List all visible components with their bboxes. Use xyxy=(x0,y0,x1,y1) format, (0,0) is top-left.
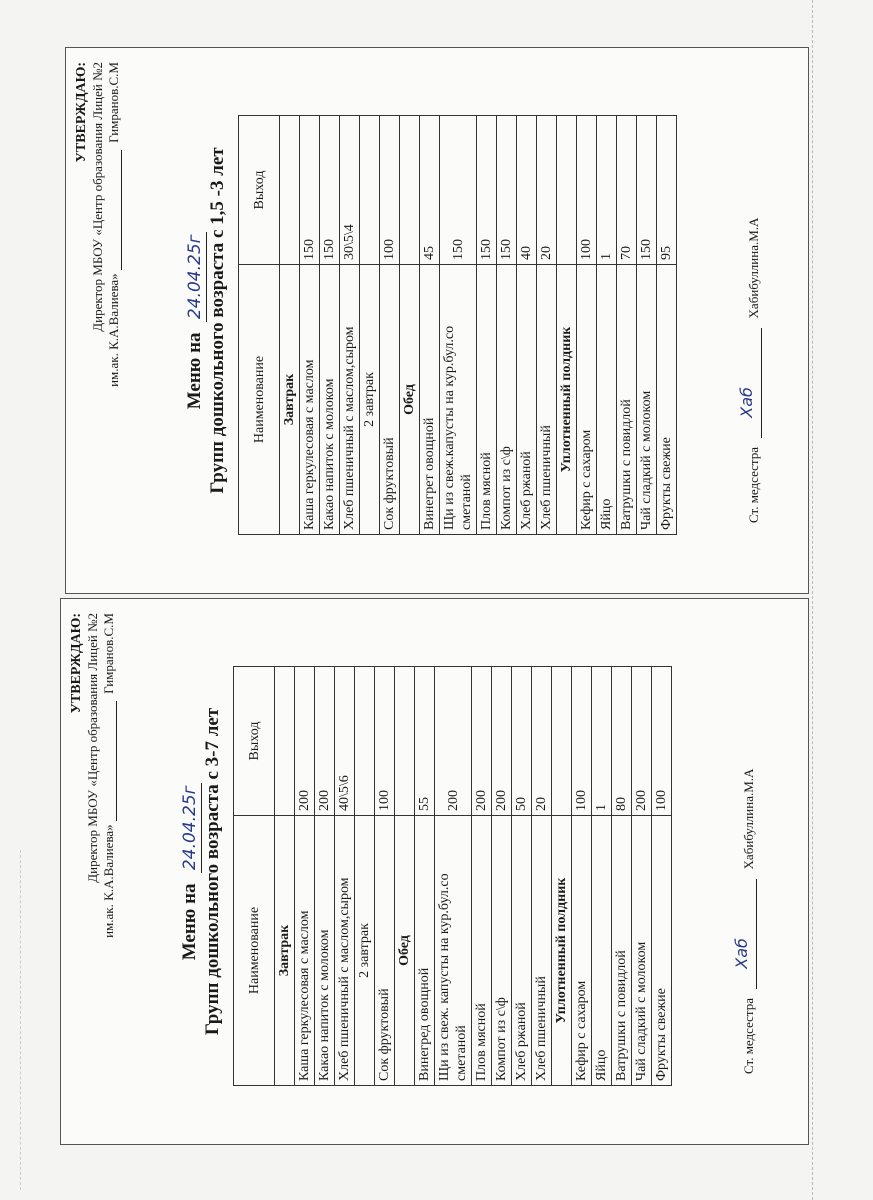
table-section-row xyxy=(557,116,577,535)
dish-output-cell: 200 xyxy=(295,667,315,816)
dish-output-cell: 20 xyxy=(532,667,552,816)
dish-output-cell xyxy=(552,667,572,816)
approval-director-name: Гимранов.С.М xyxy=(101,613,116,694)
approval-school: им.ак. К.А.Валиева» xyxy=(106,273,121,387)
table-row xyxy=(300,116,320,535)
dish-name-cell: Фрукты свежие xyxy=(652,816,672,1086)
footer-signature-line xyxy=(737,328,762,438)
dish-name-cell: Сок фруктовый xyxy=(375,816,395,1086)
dish-output-cell: 200 xyxy=(435,667,472,816)
footer-name: Хабибуллина.М.А xyxy=(746,217,761,319)
dish-output-cell: 200 xyxy=(632,667,652,816)
table-row xyxy=(652,667,672,1086)
handwritten-date: 24.04.25г xyxy=(179,783,202,873)
dish-name-cell: Яйцо xyxy=(592,816,612,1086)
dish-name-cell: Хлеб пшеничный с маслом,сыром xyxy=(335,816,355,1086)
dish-output-cell: 150 xyxy=(440,116,477,265)
dish-output-cell: 20 xyxy=(537,116,557,265)
table-section-row xyxy=(395,667,415,1086)
approval-director: Директор МБОУ «Центр образования Лицей №2 xyxy=(90,62,105,332)
dish-name-cell: Щи из свеж. капусты на кур.бул.со сметаной xyxy=(435,816,472,1086)
title-block xyxy=(179,599,224,1144)
menu-sheet-toddlers xyxy=(65,47,809,594)
table-row xyxy=(577,116,597,535)
table-section-row xyxy=(552,667,572,1086)
dish-output-cell: 150 xyxy=(637,116,657,265)
dish-output-cell: 200 xyxy=(472,667,492,816)
table-row xyxy=(537,116,557,535)
dish-name-cell: Компот из с\ф xyxy=(497,265,517,535)
group-title: Групп дошкольного возраста с 3-7 лет xyxy=(202,707,223,1036)
approval-sign-row xyxy=(106,62,122,482)
handwritten-signature: Хаб xyxy=(737,387,756,418)
dish-output-cell: 1 xyxy=(597,116,617,265)
dish-output-cell: 100 xyxy=(652,667,672,816)
group-title: Групп дошкольного возраста с 1,5 -3 лет xyxy=(207,147,228,494)
table-header-row xyxy=(239,116,280,535)
table-row xyxy=(477,116,497,535)
table-row xyxy=(632,667,652,1086)
table-row xyxy=(517,116,537,535)
dish-output-cell: 50 xyxy=(512,667,532,816)
header-name: Наименование xyxy=(234,816,275,1086)
approval-sign-row xyxy=(101,613,117,1033)
table-row xyxy=(572,667,592,1086)
header-output: Выход xyxy=(234,667,275,816)
table-row xyxy=(320,116,340,535)
dish-output-cell: 30\5\4 xyxy=(340,116,360,265)
table-row xyxy=(375,667,395,1086)
dish-output-cell xyxy=(280,116,300,265)
approval-director: Директор МБОУ «Центр образования Лицей №2 xyxy=(85,613,100,883)
table-section-row xyxy=(275,667,295,1086)
table-row xyxy=(592,667,612,1086)
table-section-row xyxy=(280,116,300,535)
dish-output-cell: 200 xyxy=(492,667,512,816)
dish-name-cell: Яйцо xyxy=(597,265,617,535)
dish-output-cell xyxy=(275,667,295,816)
table-row xyxy=(420,116,440,535)
dish-name-cell: Ватрушки с повидлой xyxy=(612,816,632,1086)
dish-name-cell: Каша геркулесовая с маслом xyxy=(295,816,315,1086)
menu-prefix: Меню на xyxy=(184,332,205,410)
dish-name-cell: Сок фруктовый xyxy=(380,265,400,535)
dish-output-cell: 70 xyxy=(617,116,637,265)
dish-output-cell: 95 xyxy=(657,116,677,265)
header-name: Наименование xyxy=(239,265,280,535)
approval-director-name: Гимранов.С.М xyxy=(106,62,121,143)
dish-name-cell: Плов мясной xyxy=(472,816,492,1086)
dish-output-cell: 100 xyxy=(577,116,597,265)
menu-title xyxy=(179,599,202,1144)
approval-block xyxy=(69,613,117,1033)
dish-name-cell: Хлеб ржаной xyxy=(512,816,532,1086)
dish-output-cell: 45 xyxy=(420,116,440,265)
handwritten-signature: Хаб xyxy=(732,938,751,969)
table-row xyxy=(497,116,517,535)
dish-name-cell: Винегрет овощной xyxy=(420,265,440,535)
signature-line xyxy=(104,701,117,821)
dish-output-cell: 40 xyxy=(517,116,537,265)
table-row xyxy=(295,667,315,1086)
table-row xyxy=(380,116,400,535)
dish-name-cell: Фрукты свежие xyxy=(657,265,677,535)
footer-name: Хабибуллина.М.А xyxy=(741,768,756,870)
menu-prefix: Меню на xyxy=(179,883,200,961)
dish-output-cell: 100 xyxy=(375,667,395,816)
scan-edge-line xyxy=(812,0,814,1200)
dish-output-cell: 150 xyxy=(477,116,497,265)
dish-name-cell: Кефир с сахаром xyxy=(577,265,597,535)
table-row xyxy=(435,667,472,1086)
dish-name-cell: Обед xyxy=(395,816,415,1086)
scan-edge-line xyxy=(20,850,22,1190)
table-row xyxy=(335,667,355,1086)
dish-name-cell: Компот из с\ф xyxy=(492,816,512,1086)
menu-title xyxy=(184,48,207,593)
footer xyxy=(732,654,757,1074)
dish-name-cell: Ватрушки с повидлой xyxy=(617,265,637,535)
table-row xyxy=(512,667,532,1086)
dish-name-cell: Хлеб ржаной xyxy=(517,265,537,535)
approval-head: УТВЕРЖДАЮ: xyxy=(69,613,84,714)
dish-name-cell: 2 завтрак xyxy=(355,816,375,1086)
dish-name-cell: Щи из свеж.капусты на кур.бул.со сметаной xyxy=(440,265,477,535)
table-row xyxy=(637,116,657,535)
dish-name-cell: Уплотненный полдник xyxy=(557,265,577,535)
dish-name-cell: Хлеб пшеничный xyxy=(537,265,557,535)
signature-line xyxy=(109,150,122,270)
dish-name-cell: 2 завтрак xyxy=(360,265,380,535)
approval-block xyxy=(74,62,122,482)
footer xyxy=(737,103,762,523)
dish-name-cell: Завтрак xyxy=(275,816,295,1086)
table-section-row xyxy=(360,116,380,535)
handwritten-date: 24.04.25г xyxy=(184,232,207,322)
table-row xyxy=(340,116,360,535)
table-section-row xyxy=(355,667,375,1086)
dish-name-cell: Чай сладкий с молоком xyxy=(632,816,652,1086)
dish-output-cell: 150 xyxy=(300,116,320,265)
table-row xyxy=(617,116,637,535)
dish-output-cell xyxy=(400,116,420,265)
dish-output-cell: 1 xyxy=(592,667,612,816)
dish-name-cell: Какао напиток с молоком xyxy=(315,816,335,1086)
dish-output-cell: 150 xyxy=(497,116,517,265)
table-row xyxy=(612,667,632,1086)
dish-name-cell: Каша геркулесовая с маслом xyxy=(300,265,320,535)
dish-output-cell xyxy=(360,116,380,265)
dish-output-cell xyxy=(355,667,375,816)
dish-name-cell: Хлеб пшеничный xyxy=(532,816,552,1086)
dish-output-cell: 200 xyxy=(315,667,335,816)
table-section-row xyxy=(400,116,420,535)
menu-sheet-preschool xyxy=(60,598,809,1145)
dish-output-cell: 55 xyxy=(415,667,435,816)
dish-output-cell: 40\5\6 xyxy=(335,667,355,816)
dish-name-cell: Плов мясной xyxy=(477,265,497,535)
table-row xyxy=(532,667,552,1086)
table-row xyxy=(597,116,617,535)
dish-output-cell: 150 xyxy=(320,116,340,265)
dish-name-cell: Обед xyxy=(400,265,420,535)
dish-output-cell xyxy=(557,116,577,265)
table-row xyxy=(315,667,335,1086)
dish-name-cell: Чай сладкий с молоком xyxy=(637,265,657,535)
table-row xyxy=(492,667,512,1086)
dish-output-cell: 100 xyxy=(572,667,592,816)
title-block xyxy=(184,48,229,593)
table-row xyxy=(440,116,477,535)
menu-page xyxy=(61,599,808,1144)
dish-name-cell: Хлеб пшеничный с маслом,сыром xyxy=(340,265,360,535)
header-output: Выход xyxy=(239,116,280,265)
dish-name-cell: Какао напиток с молоком xyxy=(320,265,340,535)
table-row xyxy=(415,667,435,1086)
table-header-row xyxy=(234,667,275,1086)
dish-output-cell: 80 xyxy=(612,667,632,816)
approval-head: УТВЕРЖДАЮ: xyxy=(74,62,89,163)
menu-table xyxy=(238,115,677,535)
dish-output-cell: 100 xyxy=(380,116,400,265)
table-row xyxy=(657,116,677,535)
approval-school: им.ак. К.А.Валиева» xyxy=(101,824,116,938)
dish-output-cell xyxy=(395,667,415,816)
menu-table xyxy=(233,666,672,1086)
dish-name-cell: Завтрак xyxy=(280,265,300,535)
table-row xyxy=(472,667,492,1086)
footer-label: Ст. медсестра xyxy=(741,997,756,1074)
footer-signature-line xyxy=(732,879,757,989)
dish-name-cell: Кефир с сахаром xyxy=(572,816,592,1086)
dish-name-cell: Винегред овощной xyxy=(415,816,435,1086)
footer-label: Ст. медсестра xyxy=(746,446,761,523)
menu-page xyxy=(66,48,808,593)
dish-name-cell: Уплотненный полдник xyxy=(552,816,572,1086)
